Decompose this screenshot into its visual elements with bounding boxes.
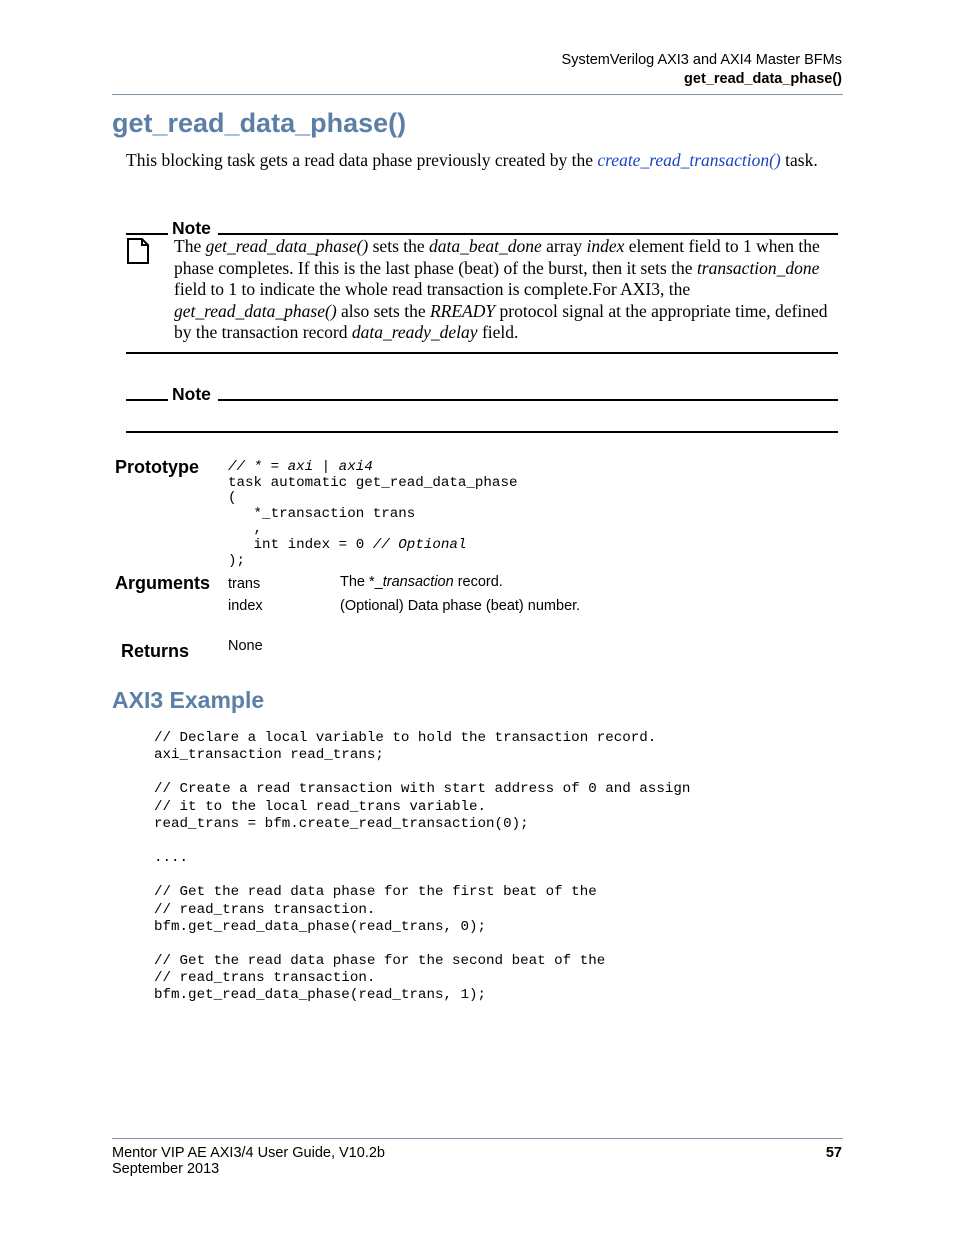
create-read-transaction-link[interactable]: create_read_transaction()	[597, 150, 781, 170]
note-body	[174, 236, 839, 344]
header-rule	[112, 94, 843, 95]
prototype-code-line: (	[228, 490, 237, 507]
intro-paragraph	[126, 149, 841, 171]
note-rule-right	[218, 233, 838, 235]
prototype-code-line: ,	[228, 521, 263, 538]
note-text: field.	[477, 322, 519, 343]
note-emphasis: data_beat_done	[429, 236, 542, 256]
note2-rule-left	[126, 399, 168, 401]
page-number: 57	[825, 1145, 842, 1161]
returns-label: Returns	[121, 641, 190, 661]
prototype-code-line: *_transaction trans	[228, 505, 416, 522]
prototype-code-line: // * = axi | axi4	[228, 459, 373, 475]
note2-rule-bottom	[126, 431, 838, 433]
note-text: field to 1 to indicate the whole read transaction is complete.For AXI3, the	[174, 279, 691, 300]
prototype-code	[228, 460, 517, 569]
note-text: The	[174, 236, 206, 256]
footer-guide-title: Mentor VIP AE AXI3/4 User Guide, V10.2b	[112, 1145, 385, 1161]
prototype-label: Prototype	[115, 457, 200, 477]
note-emphasis: get_read_data_phase()	[205, 236, 369, 256]
note-page-icon	[127, 238, 149, 269]
prototype-code-line: int index = 0 // Optional	[228, 536, 467, 553]
note-label: Note	[172, 218, 211, 238]
argument-name: trans	[228, 576, 261, 592]
footer-rule	[112, 1138, 843, 1139]
note2-rule-right	[218, 399, 838, 401]
intro-text-after: task.	[780, 150, 818, 170]
note-emphasis: get_read_data_phase()	[174, 300, 337, 321]
note-text: element field to 1 when the phase completes. If this is the last phase (beat) of the burst, then it sets the	[174, 236, 820, 278]
returns-value: None	[228, 638, 263, 654]
note-text: sets the	[368, 236, 430, 256]
arguments-label: Arguments	[115, 573, 211, 593]
note-emphasis: data_ready_delay	[351, 322, 478, 343]
running-header-title: SystemVerilog AXI3 and AXI4 Master BFMs	[561, 52, 842, 68]
example-heading: AXI3 Example	[112, 687, 265, 713]
note-text: also sets the	[336, 300, 430, 321]
footer-date: September 2013	[112, 1161, 220, 1177]
note-text: protocol signal at the appropriate time, defined by the transaction record	[174, 300, 828, 343]
example-code: // Declare a local variable to hold the transaction record. axi_transaction read_trans; // Create a read transaction with start address of 0 and assign // it to the local read_trans variable. read_trans = bfm.create_read_transaction(0); .... // Get the read data phase for the first beat of the // read_trans transaction. bfm.get_read_data_phase(read_trans, 0); // Get the read data phase for the second beat of the // read_trans transaction. bfm.get_read_data_phase(read_trans, 1);	[154, 730, 691, 1004]
note-rule-left	[126, 233, 168, 235]
argument-description: (Optional) Data phase (beat) number.	[340, 598, 581, 614]
argument-description: The *_transaction record.	[340, 574, 503, 590]
prototype-code-line: );	[228, 552, 246, 569]
note-text: array	[541, 236, 587, 256]
note2-label: Note	[172, 384, 211, 404]
intro-text-before: This blocking task gets a read data phase previously created by the	[126, 150, 598, 170]
note-emphasis: index	[586, 236, 625, 256]
page-title: get_read_data_phase()	[112, 108, 407, 138]
note-emphasis: RREADY	[429, 300, 496, 321]
prototype-code-line: task automatic get_read_data_phase	[228, 474, 518, 491]
running-header-section: get_read_data_phase()	[684, 71, 842, 87]
argument-name: index	[228, 598, 263, 614]
note-emphasis: transaction_done	[696, 257, 820, 278]
note-rule-bottom	[126, 352, 838, 354]
